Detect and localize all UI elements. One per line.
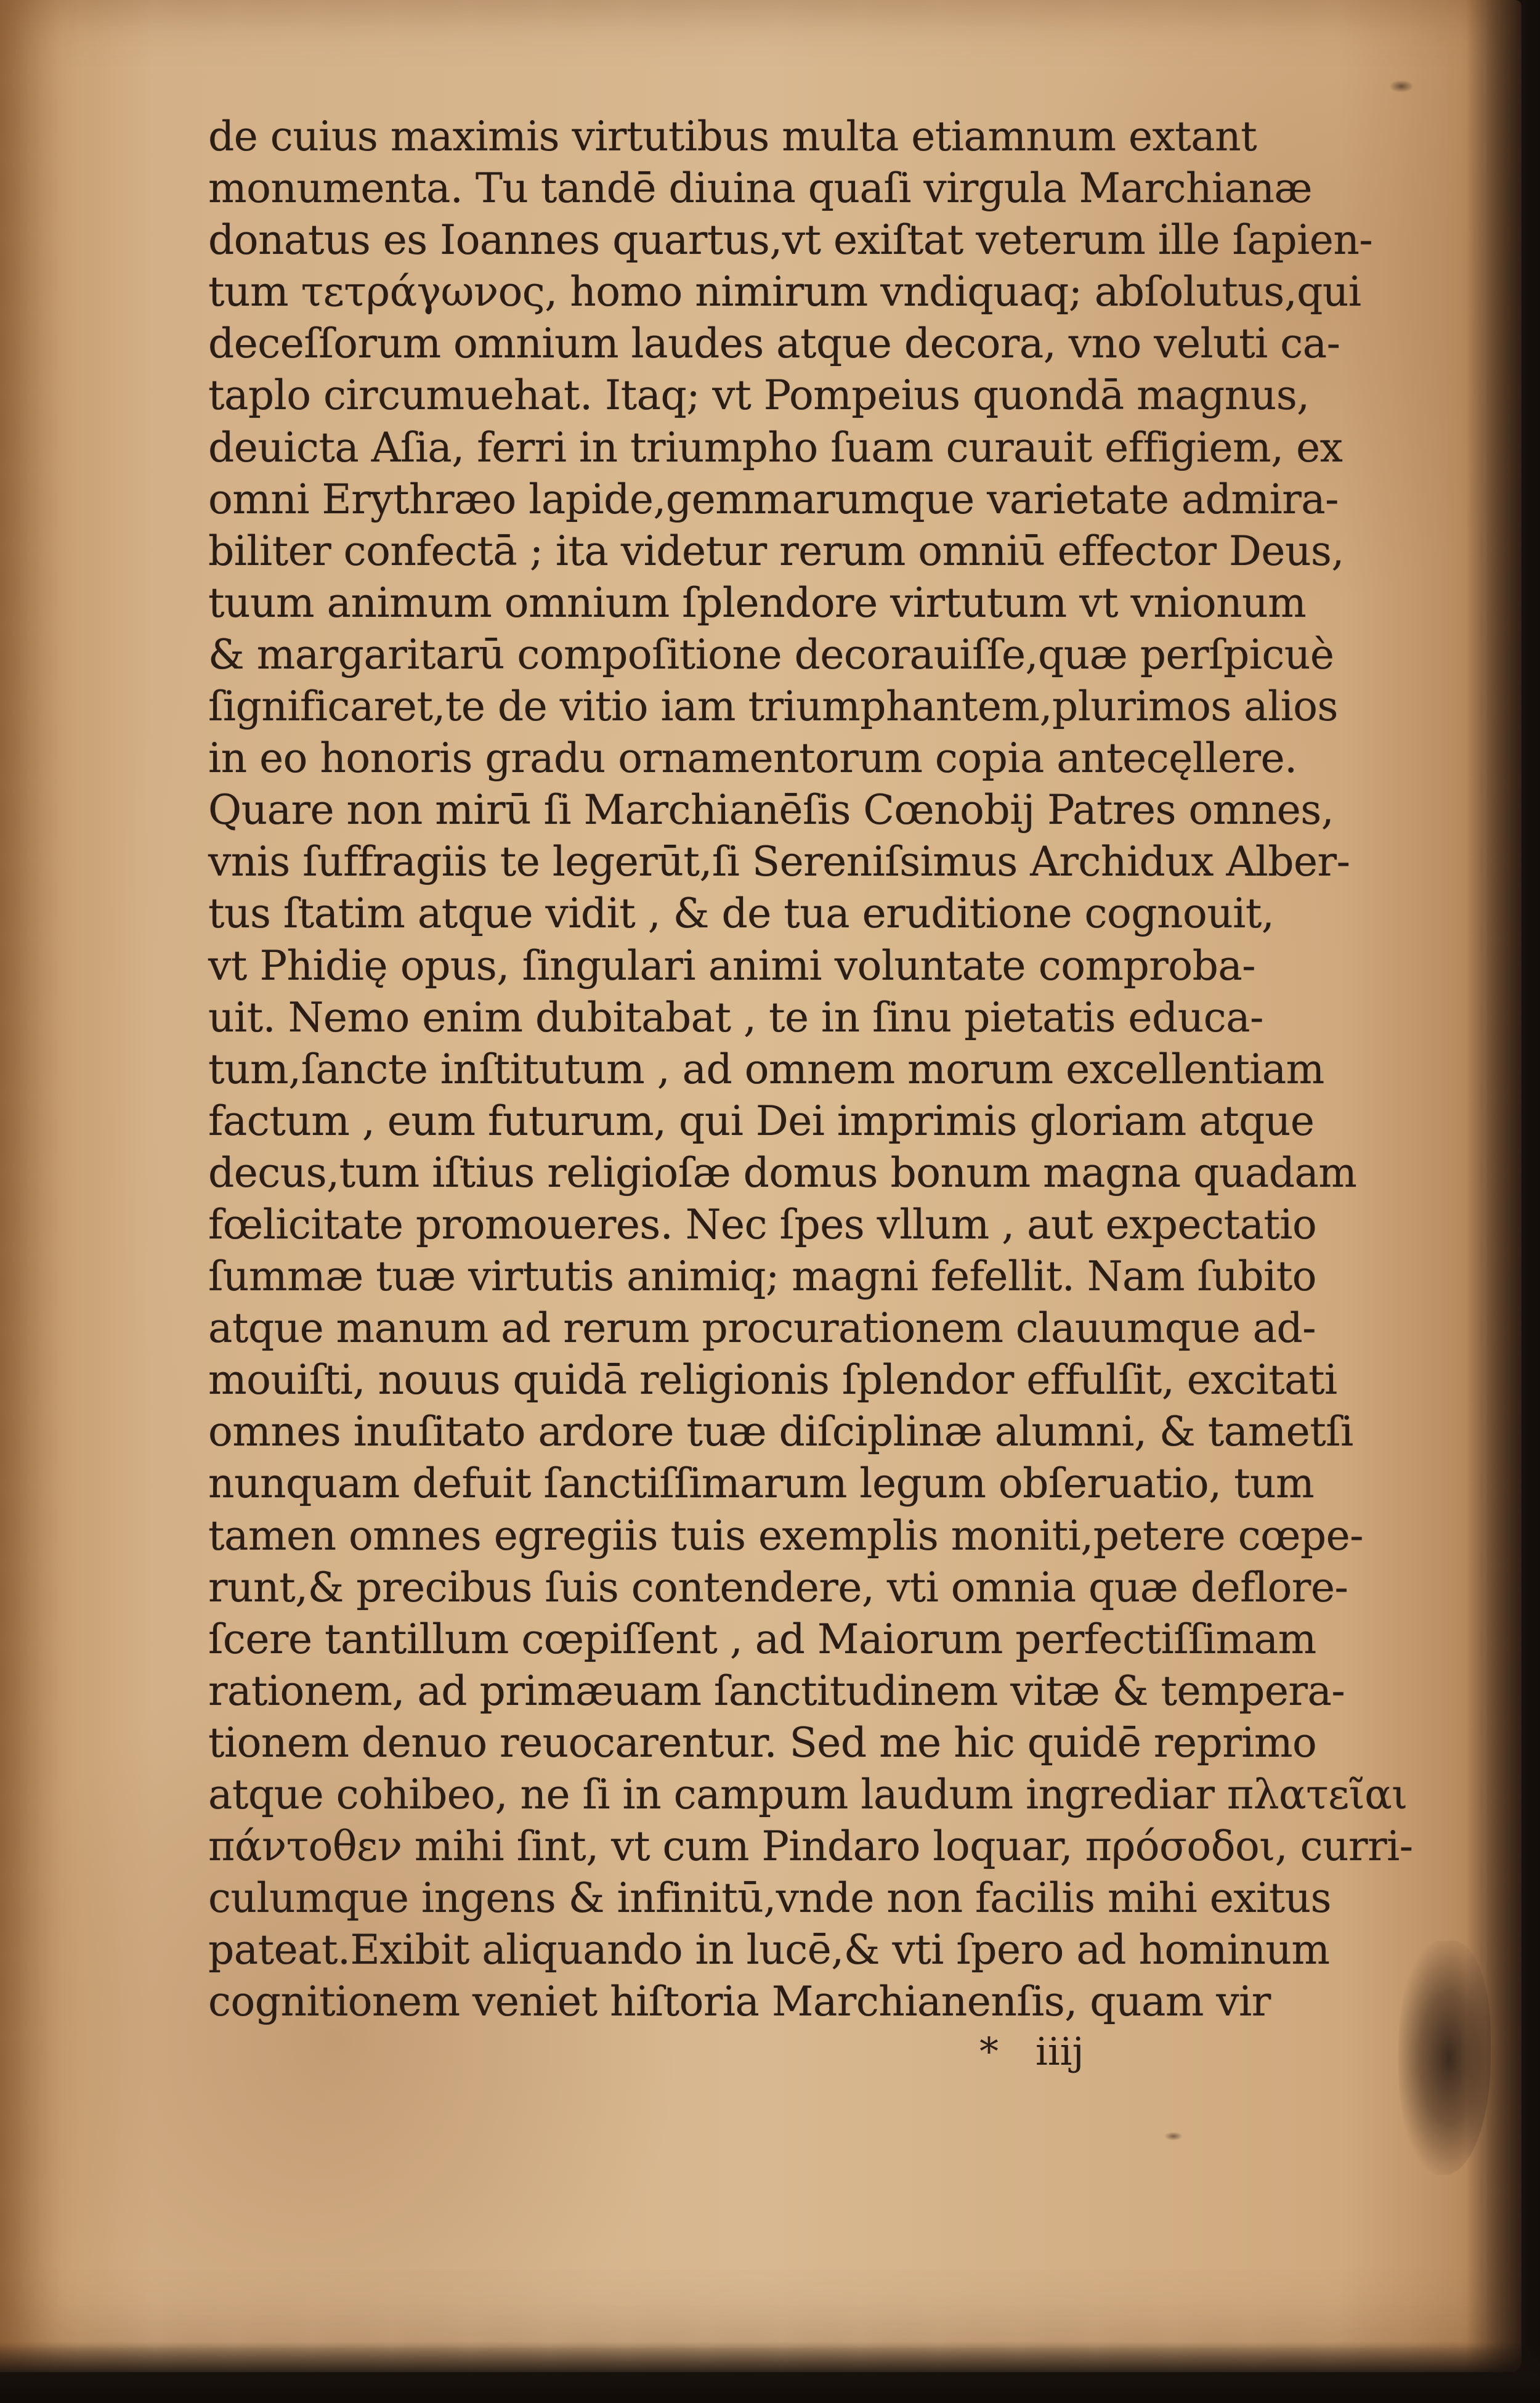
- text-line: vnis ſuffragiis te legerūt,ſi Sereniſsimus Archidux Alber-: [208, 838, 1350, 886]
- gathering-signature: iiij: [1035, 2029, 1084, 2074]
- asterisk-mark: *: [979, 2029, 999, 2074]
- text-line: omnes inuſitato ardore tuæ diſciplinæ alumni, & tametſi: [208, 1408, 1353, 1456]
- text-line: monumenta. Tu tandē diuina quaſi virgula Marchianæ: [208, 165, 1312, 213]
- ink-blemish: [1164, 2132, 1183, 2141]
- text-line: uit. Nemo enim dubitabat , te in ſinu pietatis educa-: [208, 993, 1263, 1041]
- text-line: nunquam defuit ſanctiſſimarum legum obſeruatio, tum: [208, 1460, 1315, 1508]
- text-line: ſignificaret,te de vitio iam triumphantem,plurimos alios: [208, 683, 1338, 731]
- signature-mark: [979, 2027, 1084, 2076]
- text-line: tuum animum omnium ſplendore virtutum vt vnionum: [208, 579, 1307, 627]
- text-line: decus,tum iſtius religioſæ domus bonum magna quadam: [208, 1149, 1357, 1197]
- text-line: pateat.Exibit aliquando in lucē,& vti ſpero ad hominum: [208, 1926, 1330, 1974]
- text-line: donatus es Ioannes quartus,vt exiſtat veterum ille ſapien-: [208, 216, 1373, 264]
- text-line: ſummæ tuæ virtutis animiq; magni fefellit. Nam ſubito: [208, 1253, 1317, 1301]
- scan-border: [0, 2341, 1540, 2403]
- text-line: vt Phidię opus, ſingulari animi voluntate comproba-: [208, 941, 1255, 990]
- text-line: mouiſti, nouus quidā religionis ſplendor effulſit, excitati: [208, 1356, 1337, 1404]
- text-line: deuicta Aſia, ferri in triumpho ſuam curauit effigiem, ex: [208, 423, 1343, 471]
- text-line: cognitionem veniet hiſtoria Marchianenſis, quam vir: [208, 1978, 1271, 2026]
- text-line: in eo honoris gradu ornamentorum copia antecęllere.: [208, 734, 1297, 783]
- text-line: tamen omnes egregiis tuis exemplis moniti,petere cœpe-: [208, 1511, 1364, 1559]
- page-edge-shadow: [1466, 0, 1540, 2403]
- text-line: & margaritarū compoſitione decorauiſſe,quæ perſpicuè: [208, 630, 1334, 678]
- text-line: ſcere tantillum cœpiſſent , ad Maiorum perfectiſſimam: [208, 1615, 1316, 1663]
- body-text: [208, 111, 1413, 2028]
- ink-blemish: [1389, 80, 1414, 92]
- text-line: taplo circumuehat. Itaq; vt Pompeius quondā magnus,: [208, 372, 1310, 420]
- text-line: atque manum ad rerum procurationem clauumque ad-: [208, 1304, 1316, 1352]
- text-line: πάντοθεν mihi ſint, vt cum Pindaro loquar, πρόσοδοι, curri-: [208, 1823, 1413, 1871]
- text-line: omni Erythræo lapide,gemmarumque varietate admira-: [208, 475, 1339, 523]
- text-line: tum τετράγωνος, homo nimirum vndiquaq; abſolutus,qui: [208, 268, 1361, 316]
- text-line: fœlicitate promoueres. Nec ſpes vllum , aut expectatio: [208, 1200, 1317, 1248]
- text-line: deceſſorum omnium laudes atque decora, vno veluti ca-: [208, 320, 1340, 368]
- text-line: atque cohibeo, ne ſi in campum laudum ingrediar πλατεῖαι: [208, 1771, 1408, 1818]
- text-line: tum,ſancte inſtitutum , ad omnem morum excellentiam: [208, 1045, 1324, 1093]
- text-line: rationem, ad primæuam ſanctitudinem vitæ & tempera-: [208, 1667, 1345, 1715]
- text-line: culumque ingens & infinitū,vnde non facilis mihi exitus: [208, 1874, 1332, 1922]
- text-line: factum , eum futurum, qui Dei imprimis gloriam atque: [208, 1097, 1315, 1145]
- text-line: tus ſtatim atque vidit , & de tua eruditione cognouit,: [208, 890, 1275, 938]
- text-line: de cuius maximis virtutibus multa etiamnum extant: [208, 113, 1257, 160]
- text-line: runt,& precibus ſuis contendere, vti omnia quæ deflore-: [208, 1563, 1348, 1611]
- text-line: tionem denuo reuocarentur. Sed me hic quidē reprimo: [208, 1718, 1317, 1767]
- text-line: biliter confectā ; ita videtur rerum omniū effector Deus,: [208, 527, 1344, 575]
- text-line: Quare non mirū ſi Marchianēſis Cœnobij Patres omnes,: [208, 786, 1334, 834]
